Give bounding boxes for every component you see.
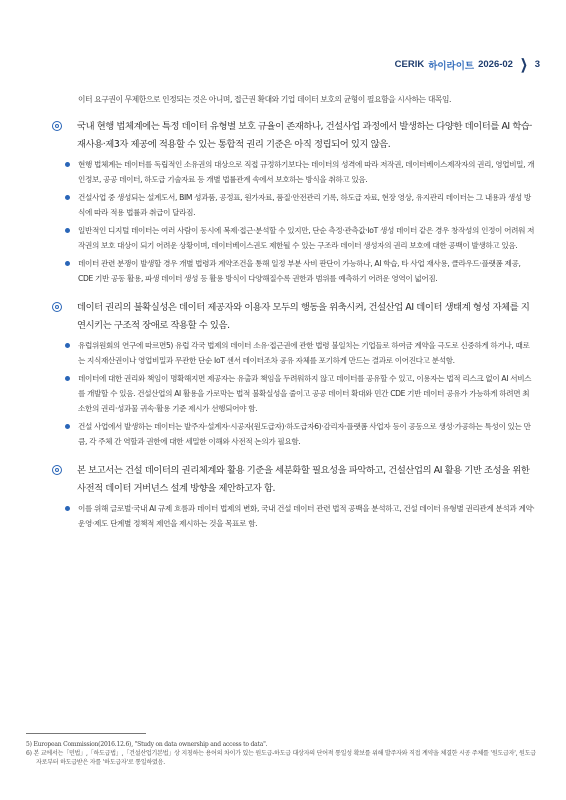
section-lead bbox=[0, 118, 566, 154]
list-item-text: 데이터에 대한 권리와 책임이 명확해지면 제공자는 유출과 책임을 두려워하지 않고 데이터를 공유할 수 있고, 이용자는 법적 리스크 없이 AI 서비스를 개발할 수 있음. 건설산업의 AI 활용을 가로막는 법적 불확실성을 줄이고 공공 데이터 확대와 민간 CDE 기반 데이터 공유가 가능하게 하려면 최소한의 권리·성과물 귀속·활용 기준 제시가 선행되어야 함. bbox=[78, 374, 532, 413]
list-item bbox=[0, 256, 566, 286]
list-item-text: 데이터 관련 분쟁이 발생할 경우 개별 법령과 계약조건을 통해 일정 부분 사비 판단이 가능하나, AI 학습, 타 사업 재사용, 클라우드·플랫폼 제공, CDE 기반 공동 활용, 파생 데이터 생성 등 활용 방식이 다양해질수록 권한과 범위를 예측하기 어려운 영역이 넓어짐. bbox=[78, 259, 521, 283]
list-item bbox=[0, 223, 566, 253]
chevron-right-icon: ❯ bbox=[520, 56, 528, 72]
section-lead-text: 본 보고서는 건설 데이터의 권리체계와 활용 기준을 세분화할 필요성을 파악하고, 건설산업의 AI 활용 기반 조성을 위한 사전적 데이터 거버넌스 설계 방향을 제안하고자 함. bbox=[77, 465, 530, 494]
double-circle-icon bbox=[52, 121, 62, 131]
double-circle-icon bbox=[52, 465, 62, 475]
bullet-icon bbox=[65, 343, 70, 348]
footnotes bbox=[26, 740, 540, 767]
footnote-divider bbox=[26, 733, 146, 734]
section-lead bbox=[0, 299, 566, 335]
section-lead bbox=[0, 462, 566, 498]
bullet-icon bbox=[65, 424, 70, 429]
bullet-list bbox=[0, 157, 566, 286]
footnote-5: 5) European Commission(2016.12.6), "Study on data ownership and access to data". bbox=[26, 741, 268, 748]
section-lead-text: 데이터 권리의 불확실성은 데이터 제공자와 이용자 모두의 행동을 위축시켜, 건설산업 AI 데이터 생태계 형성 자체를 지연시키는 구조적 장애로 작용할 수 있음. bbox=[77, 302, 530, 331]
list-item bbox=[0, 419, 566, 449]
bullet-icon bbox=[65, 228, 70, 233]
list-item-text: 이를 위해 글로벌·국내 AI 규제 흐름과 데이터 법제의 변화, 국내 건설 데이터 관련 법적 공백을 분석하고, 건설 데이터 유형별 권리관계 분석과 계약·운영·제도 단계별 정책적 제언을 제시하는 것을 목표로 함. bbox=[78, 504, 535, 528]
section-report-purpose bbox=[0, 462, 566, 531]
header-title: 하이라이트 bbox=[428, 60, 475, 72]
bullet-icon bbox=[65, 376, 70, 381]
list-item bbox=[0, 190, 566, 220]
section-legal-framework bbox=[0, 118, 566, 286]
header-issue: 2026-02 bbox=[478, 59, 513, 70]
main-content bbox=[0, 118, 566, 544]
list-item-text: 유럽위원회의 연구에 따르면5) 유럽 각국 법제의 데이터 소유·접근권에 관한 법령 불일치는 기업들로 하여금 계약을 극도로 신중하게 하거나, 때로는 지식재산권이나 영업비밀과 무관한 단순 IoT 센서 데이터조차 공유 자체를 포기하게 만드는 결과로 이어진다고 분석함. bbox=[78, 341, 530, 365]
double-circle-icon bbox=[52, 302, 62, 312]
list-item bbox=[0, 371, 566, 416]
bullet-icon bbox=[65, 506, 70, 511]
header-brand: CERIK bbox=[394, 59, 425, 70]
bullet-list bbox=[0, 501, 566, 531]
bullet-icon bbox=[65, 162, 70, 167]
list-item bbox=[0, 338, 566, 368]
bullet-icon bbox=[65, 261, 70, 266]
footnote-6: 6) 본 교에서는「민법」,「하도급법」,「건설산업기본법」상 지칭하는 용어의 차이가 있는 원도급-하도급 대상자의 단어적 통일성 확보를 위해 발주자와 직접 계약을 체결한 시공 주체를 '원도급자', 원도급자로부터 하도급받은 자를 '하도급자'로 통일하였음. bbox=[26, 750, 536, 766]
page-header bbox=[395, 56, 540, 73]
section-lead-text: 국내 현행 법체계에는 특정 데이터 유형별 보호 규율이 존재하나, 건설사업 과정에서 발생하는 다양한 데이터를 AI 학습·재사용·제3자 제공에 적용할 수 있는 통합적 권리 기준은 아직 정립되어 있지 않음. bbox=[77, 121, 533, 150]
list-item bbox=[0, 501, 566, 531]
list-item-text: 현행 법체계는 데이터를 독립적인 소유권의 대상으로 직접 규정하기보다는 데이터의 성격에 따라 저작권, 데이터베이스제작자의 권리, 영업비밀, 개인정보, 공공 데이터, 하도급 기술자료 등 개별 법률관계 속에서 보호하는 방식을 취하고 있음. bbox=[78, 160, 535, 184]
bullet-icon bbox=[65, 195, 70, 200]
list-item bbox=[0, 157, 566, 187]
section-uncertainty bbox=[0, 299, 566, 449]
page-number: 3 bbox=[534, 59, 540, 70]
list-item-text: 건설사업 중 생성되는 설계도서, BIM 성과품, 공정표, 원가자료, 품질·안전관리 기록, 하도급 자료, 현장 영상, 유지관리 데이터는 그 내용과 생성 방식에 따라 적용 법률과 취급이 달라짐. bbox=[78, 193, 531, 217]
intro-paragraph: 이터 요구권이 무제한으로 인정되는 것은 아니며, 접근권 확대와 기업 데이터 보호의 균형이 필요함을 시사하는 대목임. bbox=[78, 95, 452, 104]
bullet-list bbox=[0, 338, 566, 449]
list-item-text: 건설 사업에서 발생하는 데이터는 발주자·설계자·시공자(원도급자)·하도급자6)·감리자·플랫폼 사업자 등이 공동으로 생성·가공하는 특성이 있는 만큼, 각 주체 간 역할과 권한에 대한 세밀한 이해와 사전적 논의가 필요함. bbox=[78, 422, 531, 446]
list-item-text: 일반적인 디지털 데이터는 여러 사람이 동시에 복제·접근·분석할 수 있지만, 단순 측정·관측값·IoT 생성 데이터 같은 경우 창작성의 인정이 어려워 저작권의 보호 대상이 되기 어려운 상황이며, 데이터베이스권도 제한될 수 있는 구조라 데이터 생성자의 권리 보호에 대한 공백이 발생하고 있음. bbox=[78, 226, 535, 250]
